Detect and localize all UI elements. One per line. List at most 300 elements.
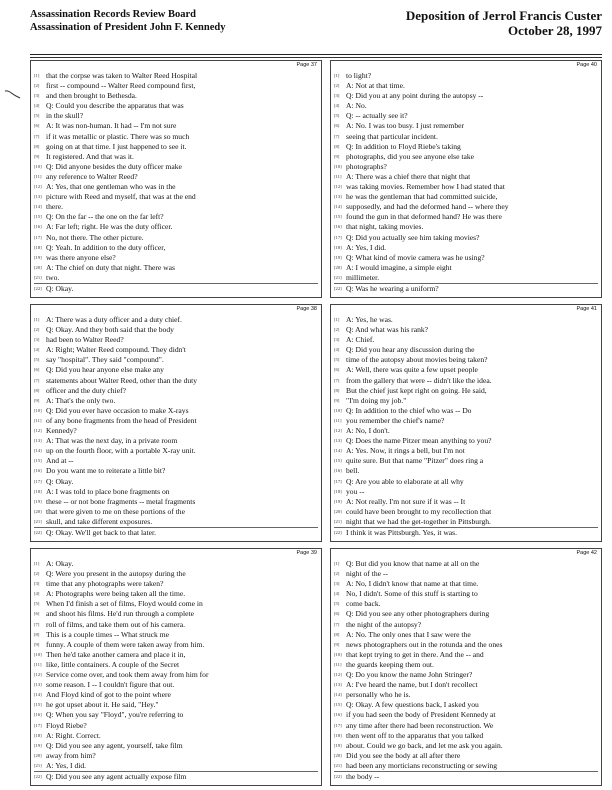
transcript-line (34, 91, 318, 101)
line-text: from the gallery that were -- didn't like the idea. (346, 375, 492, 385)
line-text: Q: Did you hear any discussion during the (346, 345, 475, 355)
transcript-line (334, 132, 598, 142)
line-text: personally who he is. (346, 690, 411, 700)
line-text: A: No, I didn't know that name at that time. (346, 579, 479, 589)
line-number: [2] (34, 571, 40, 577)
line-text: these -- or not bone fragments -- metal fragments (46, 496, 196, 506)
line-text: Q: But did you know that name at all on the (346, 559, 480, 568)
line-number: [4] (334, 103, 340, 109)
line-text: Q: Did anyone besides the duty officer make (46, 161, 182, 171)
line-text: was there anyone else? (46, 252, 116, 262)
transcript-line (34, 569, 318, 579)
line-text: Q: On the far -- the one on the far left? (46, 212, 164, 222)
line-text: It registered. And that was it. (46, 151, 134, 161)
transcript-line (34, 497, 318, 507)
line-number: [14] (334, 448, 342, 454)
transcript-line (334, 690, 598, 700)
line-text: A: Okay. (46, 559, 74, 568)
line-number: [9] (334, 397, 340, 403)
line-text: like, little containers. A couple of the Secret (46, 659, 180, 669)
line-number: [13] (34, 194, 42, 200)
transcript-line (334, 436, 598, 446)
line-number: [6] (34, 123, 40, 129)
line-number: [20] (34, 508, 42, 514)
transcript-page (30, 548, 322, 786)
transcript-line (34, 121, 318, 131)
line-text: he got upset about it. He said, "Hey." (46, 700, 159, 710)
header-left (30, 8, 225, 34)
transcript-line (334, 426, 598, 436)
transcript-line (334, 335, 598, 345)
line-text: A: No. The only ones that I saw were the (346, 629, 471, 639)
transcript-line (334, 81, 598, 91)
line-number: [12] (334, 672, 342, 678)
line-text: of any bone fragments from the head of President (46, 415, 197, 425)
line-number: [16] (34, 712, 42, 718)
transcript-line (334, 589, 598, 599)
line-number: [4] (34, 347, 40, 353)
transcript-line (334, 121, 598, 131)
line-text: A: There was a duty officer and a duty chief. (46, 315, 182, 324)
transcript-line (34, 456, 318, 466)
transcript-line (334, 630, 598, 640)
line-text: A: Chief. (346, 335, 375, 345)
line-number: [18] (334, 244, 342, 250)
line-number: [7] (334, 133, 340, 139)
line-number: [9] (34, 641, 40, 647)
transcript-line (34, 599, 318, 609)
line-number: [7] (34, 621, 40, 627)
line-text: A: Photographs were being taken all the time. (46, 589, 186, 599)
transcript-line (34, 680, 318, 690)
line-number: [15] (34, 458, 42, 464)
transcript-line (334, 609, 598, 619)
line-number: [15] (34, 214, 42, 220)
page-number: Page 39 (296, 550, 317, 556)
transcript-line (34, 670, 318, 680)
transcript-line (34, 355, 318, 365)
line-number: [1] (34, 561, 40, 566)
line-text: in the skull? (46, 111, 84, 121)
line-text: skull, and take different exposures. (46, 516, 153, 526)
line-text: seeing that particular incident. (346, 131, 438, 141)
line-text: A: No, I don't. (346, 426, 390, 436)
line-text: A: Well, there was quite a few upset people (346, 365, 478, 375)
line-number: [8] (334, 631, 340, 637)
transcript-line (34, 700, 318, 710)
transcript-line (334, 273, 598, 283)
line-text: news photographers out in the rotunda and the ones (346, 639, 503, 649)
line-number: [9] (34, 153, 40, 159)
line-text: A: No. (346, 101, 367, 111)
line-text: Q: In addition to the chief who was -- Do (346, 405, 472, 415)
line-text: supposedly, and had the deformed hand -- where they (346, 202, 509, 212)
header-right (406, 8, 602, 38)
line-number: [19] (334, 254, 342, 260)
transcript-line (34, 609, 318, 619)
line-text: and then brought to Bethesda. (46, 91, 137, 101)
line-number: [13] (334, 438, 342, 444)
line-text: the night of the autopsy? (346, 619, 422, 629)
transcript-line (334, 233, 598, 243)
transcript-line (334, 222, 598, 232)
transcript-line (334, 325, 598, 335)
transcript-line (334, 751, 598, 761)
line-text: A: I've heard the name, but I don't recollect (346, 680, 478, 690)
transcript-line (334, 416, 598, 426)
transcript-line (34, 81, 318, 91)
line-text: A: Right; Walter Reed compound. They didn't (46, 345, 186, 355)
line-number: [14] (34, 448, 42, 454)
line-text: Did you see the body at all after there (346, 750, 461, 760)
line-text: funny. A couple of them were taken away from him. (46, 639, 205, 649)
line-number: [19] (334, 498, 342, 504)
line-text: Q: Okay. (46, 476, 74, 486)
line-number: [17] (34, 234, 42, 240)
transcript-line (334, 620, 598, 630)
transcript-line (334, 253, 598, 263)
line-number: [11] (34, 417, 42, 423)
line-text: Q: Was he wearing a uniform? (346, 283, 439, 293)
transcript-line (34, 731, 318, 741)
deposition-title: Deposition of Jerrol Francis Custer (405, 8, 602, 23)
line-text: the guards keeping them out. (346, 659, 434, 669)
line-number: [6] (334, 611, 340, 617)
transcript-line (334, 396, 598, 406)
line-number: [11] (334, 661, 342, 667)
line-number: [16] (334, 712, 342, 718)
line-number: [22] (334, 773, 342, 779)
transcript-line (334, 650, 598, 660)
line-number: [9] (334, 153, 340, 159)
line-text: about. Could we go back, and let me ask you again. (346, 740, 503, 750)
line-number: [4] (34, 103, 40, 109)
transcript-line (34, 386, 318, 396)
line-number: [10] (34, 163, 42, 169)
line-text: No, not there. The other picture. (46, 232, 144, 242)
case-title: Assassination of President John F. Kennedy (30, 22, 226, 33)
transcript-line (34, 446, 318, 456)
line-number: [20] (34, 264, 42, 270)
line-number: [17] (334, 478, 342, 484)
line-text: you remember the chief's name? (346, 415, 445, 425)
transcript-line (34, 202, 318, 212)
line-number: [21] (334, 518, 342, 524)
line-number: [3] (334, 93, 340, 99)
transcript-line (34, 315, 318, 325)
transcript-line (34, 396, 318, 406)
line-number: [14] (334, 204, 342, 210)
line-number: [19] (34, 254, 42, 260)
transcript-line (34, 416, 318, 426)
line-number: [22] (34, 285, 42, 291)
transcript-line (34, 142, 318, 152)
transcript-line (34, 690, 318, 700)
line-text: Q: What kind of movie camera was he using? (346, 252, 485, 262)
transcript-line (334, 721, 598, 731)
line-number: [3] (334, 337, 340, 343)
transcript-line (334, 456, 598, 466)
transcript-line (34, 507, 318, 517)
line-text: A: It was non-human. It had -- I'm not sure (46, 121, 177, 131)
line-text: to light? (346, 71, 372, 80)
line-text: come back. (346, 599, 381, 609)
line-number: [13] (34, 438, 42, 444)
line-number: [18] (334, 732, 342, 738)
line-text: had been any morticians reconstructing or sewing (346, 760, 497, 770)
line-number: [5] (334, 357, 340, 363)
transcript-line (334, 731, 598, 741)
transcript-line (34, 620, 318, 630)
line-text: could have been brought to my recollection that (346, 506, 492, 516)
page-number: Page 40 (576, 62, 597, 68)
line-text: officer and the duty chief? (46, 385, 126, 395)
transcript-line (334, 640, 598, 650)
transcript-line (34, 630, 318, 640)
line-number: [6] (34, 367, 40, 373)
line-number: [13] (334, 194, 342, 200)
line-text: away from him? (46, 750, 96, 760)
line-text: two. (46, 272, 60, 282)
line-number: [6] (34, 611, 40, 617)
transcript-line (334, 660, 598, 670)
transcript-line (334, 365, 598, 375)
line-text: A: Far left; right. He was the duty officer. (46, 222, 173, 232)
line-number: [20] (334, 752, 342, 758)
line-text: and shoot his films. He'd run through a complete (46, 609, 194, 619)
transcript-line (334, 599, 598, 609)
transcript-line (34, 589, 318, 599)
transcript-page (330, 548, 602, 786)
transcript-line (334, 771, 598, 782)
transcript-line (334, 386, 598, 396)
page-number: Page 41 (576, 306, 597, 312)
line-text: Q: Did you ever have occasion to make X-rays (46, 405, 189, 415)
line-text: that were given to me on these portions of the (46, 506, 185, 516)
line-number: [8] (34, 143, 40, 149)
line-text: was taking movies. Remember how I had stated that (346, 182, 505, 192)
line-number: [11] (334, 417, 342, 423)
line-number: [15] (34, 702, 42, 708)
line-text: the body -- (346, 771, 380, 781)
transcript-line (334, 559, 598, 569)
line-number: [8] (334, 387, 340, 393)
line-text: night that we had the get-together in Pittsburgh. (346, 516, 491, 526)
line-number: [2] (334, 83, 340, 89)
line-text: No, I didn't. Some of this stuff is starting to (346, 589, 478, 599)
transcript-line (34, 263, 318, 273)
transcript-line (334, 579, 598, 589)
line-text: Q: Could you describe the apparatus that was (46, 101, 184, 111)
line-number: [5] (334, 113, 340, 119)
line-text: any time after there had been reconstruction. We (346, 720, 494, 730)
transcript-line (34, 477, 318, 487)
transcript-line (34, 466, 318, 476)
line-text: Q: -- actually see it? (346, 111, 408, 121)
header-divider (30, 54, 602, 55)
line-number: [10] (34, 407, 42, 413)
transcript-line (334, 212, 598, 222)
line-text: you -- (346, 486, 365, 496)
line-text: going on at that time. I just happened to see it. (46, 141, 187, 151)
line-number: [13] (334, 682, 342, 688)
transcript-line (334, 202, 598, 212)
transcript-line (334, 101, 598, 111)
line-number: [22] (34, 529, 42, 535)
line-number: [12] (34, 184, 42, 190)
line-text: he was the gentleman that had committed suicide, (346, 192, 498, 202)
transcript-line (34, 152, 318, 162)
transcript-line (334, 315, 598, 325)
line-number: [1] (334, 317, 340, 322)
transcript-line (334, 527, 598, 538)
transcript-line (334, 142, 598, 152)
transcript-line (334, 446, 598, 456)
line-number: [17] (334, 234, 342, 240)
line-text: A: There was a chief there that night that (346, 171, 471, 181)
line-number: [1] (334, 561, 340, 566)
line-text: And at -- (46, 456, 74, 466)
transcript-line (34, 710, 318, 720)
transcript-line (34, 222, 318, 232)
transcript-line (334, 152, 598, 162)
line-text: that kept trying to get in there. And the -- and (346, 649, 484, 659)
line-number: [9] (334, 641, 340, 647)
transcript-line (34, 233, 318, 243)
line-text: Kennedy? (46, 426, 77, 436)
transcript-line (34, 406, 318, 416)
transcript-line (334, 710, 598, 720)
line-number: [16] (34, 224, 42, 230)
line-number: [21] (34, 274, 42, 280)
transcript-line (34, 376, 318, 386)
transcript-line (34, 132, 318, 142)
transcript-line (34, 162, 318, 172)
page-number: Page 37 (296, 62, 317, 68)
line-number: [10] (334, 407, 342, 413)
transcript-line (34, 182, 318, 192)
line-number: [2] (334, 571, 340, 577)
transcript-line (34, 527, 318, 538)
line-text: found the gun in that deformed hand? He was there (346, 212, 502, 222)
line-text: first -- compound -- Walter Reed compound first, (46, 81, 196, 91)
line-number: [15] (334, 214, 342, 220)
line-number: [15] (334, 458, 342, 464)
line-number: [14] (334, 692, 342, 698)
transcript-line (334, 182, 598, 192)
line-number: [3] (34, 93, 40, 99)
line-text: photographs, did you see anyone else take (346, 151, 475, 161)
transcript-line (34, 436, 318, 446)
line-number: [3] (334, 581, 340, 587)
line-text: say "hospital". They said "compound". (46, 355, 164, 365)
transcript-line (34, 172, 318, 182)
line-text: A: Not really. I'm not sure if it was -- It (346, 496, 466, 506)
line-number: [2] (34, 327, 40, 333)
line-text: A: No. I was too busy. I just remember (346, 121, 465, 131)
line-number: [22] (334, 529, 342, 535)
line-number: [19] (34, 498, 42, 504)
line-text: Floyd Riebe? (46, 720, 87, 730)
line-text: Q: Did you actually see him taking movies? (346, 232, 480, 242)
line-text: Q: When you say "Floyd", you're referring to (46, 710, 184, 720)
page-number: Page 38 (296, 306, 317, 312)
line-number: [16] (334, 468, 342, 474)
transcript-line (334, 680, 598, 690)
transcript-line (34, 345, 318, 355)
line-number: [8] (34, 387, 40, 393)
line-number: [12] (34, 672, 42, 678)
line-number: [11] (34, 173, 42, 179)
transcript-line (34, 212, 318, 222)
line-number: [13] (34, 682, 42, 688)
transcript-line (34, 325, 318, 335)
line-text: A: That's the only two. (46, 395, 116, 405)
transcript-line (34, 111, 318, 121)
line-number: [19] (34, 742, 42, 748)
line-text: some reason. I -- I couldn't figure that out. (46, 680, 175, 690)
transcript-line (334, 507, 598, 517)
line-text: Q: Does the name Pitzer mean anything to you? (346, 436, 492, 446)
transcript-line (34, 253, 318, 263)
line-number: [2] (334, 327, 340, 333)
line-number: [8] (334, 143, 340, 149)
transcript-line (334, 497, 598, 507)
transcript-line (34, 660, 318, 670)
line-text: time that any photographs were taken? (46, 579, 164, 589)
line-number: [20] (34, 752, 42, 758)
line-text: A: Right. Correct. (46, 730, 101, 740)
transcript-line (34, 487, 318, 497)
line-text: roll of films, and take them out of his camera. (46, 619, 185, 629)
line-text: quite sure. But that name "Pitzer" does ring a (346, 456, 484, 466)
transcript-line (34, 426, 318, 436)
line-number: [14] (34, 204, 42, 210)
line-text: A: Yes, I did. (346, 242, 387, 252)
line-text: time of the autopsy about movies being taken? (346, 355, 488, 365)
page-number: Page 42 (576, 550, 597, 556)
line-number: [18] (34, 732, 42, 738)
line-number: [6] (334, 123, 340, 129)
transcript-page (30, 304, 322, 542)
transcript-line (334, 517, 598, 527)
transcript-page (330, 60, 602, 298)
line-number: [3] (34, 581, 40, 587)
line-text: When I'd finish a set of films, Floyd would come in (46, 599, 203, 609)
line-number: [21] (34, 762, 42, 768)
line-text: then went off to the apparatus that you talked (346, 730, 484, 740)
transcript-line (334, 111, 598, 121)
line-text: Q: Okay. And they both said that the body (46, 325, 174, 335)
line-number: [9] (34, 397, 40, 403)
transcript-line (34, 579, 318, 589)
line-text: Q: Did you see any other photographers during (346, 609, 490, 619)
transcript-line (34, 640, 318, 650)
line-number: [3] (34, 337, 40, 343)
line-text: A: Not at that time. (346, 81, 405, 91)
line-text: A: I would imagine, a simple eight (346, 262, 452, 272)
line-number: [11] (334, 173, 342, 179)
line-text: statements about Walter Reed, other than the duty (46, 375, 198, 385)
line-text: had been to Walter Reed? (46, 335, 124, 345)
line-text: A: Yes, I did. (46, 760, 87, 770)
line-text: if it was metallic or plastic. There was so much (46, 131, 190, 141)
transcript-line (334, 741, 598, 751)
line-text: Q: Did you hear anyone else make any (46, 365, 164, 375)
line-text: Q: Were you present in the autopsy during the (46, 569, 186, 579)
line-number: [12] (334, 428, 342, 434)
transcript-line (334, 406, 598, 416)
